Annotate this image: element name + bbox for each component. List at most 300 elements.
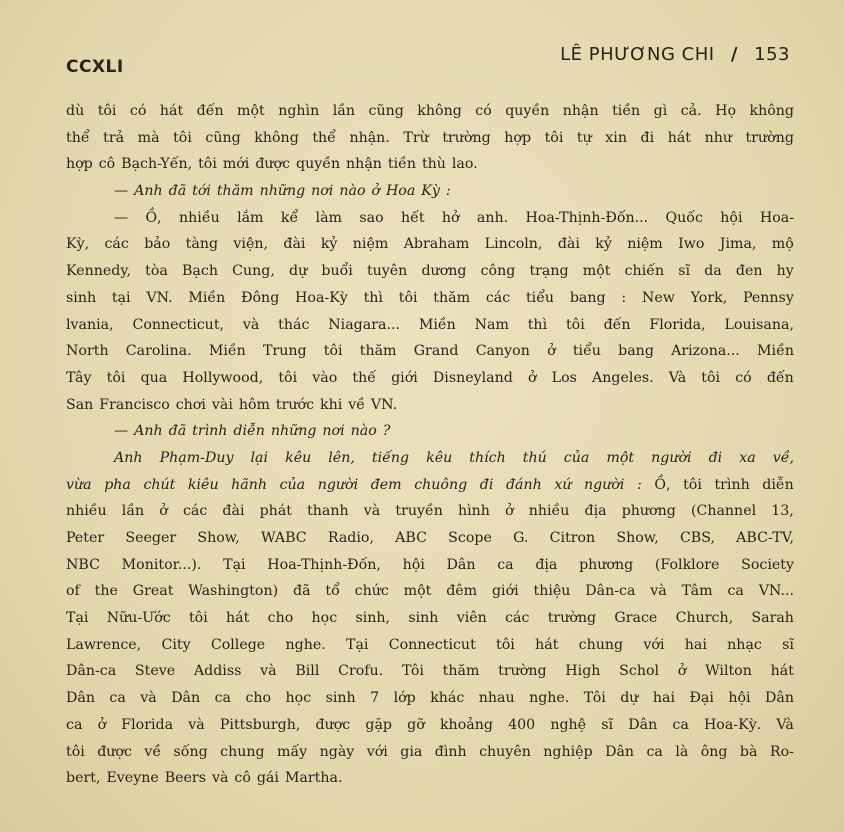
word: hát (159, 103, 184, 119)
text-line (66, 156, 794, 183)
chapter-number: CCXLI (66, 57, 124, 77)
word: (Folklore (654, 556, 720, 573)
word: cô (234, 770, 251, 787)
word: nhiều (528, 503, 570, 520)
word: lắm (237, 209, 264, 226)
word: Crofu. (338, 663, 384, 680)
word: về, (772, 449, 794, 466)
word: hội (720, 209, 743, 226)
word: lại (250, 449, 269, 466)
word: 400 (508, 716, 536, 733)
word: hát (226, 610, 250, 627)
word: diễn (233, 423, 265, 440)
word: hát (535, 636, 559, 653)
word: thanh (307, 503, 349, 520)
word: nào (350, 423, 377, 440)
word: Bạch-Yến, (121, 156, 193, 173)
word: những (270, 423, 317, 440)
word: tại (111, 289, 131, 306)
word: nghệ (550, 716, 587, 733)
word: Steve (134, 663, 176, 680)
word: Francisco (99, 396, 170, 413)
word: được (255, 156, 291, 173)
word: Dân-ca (66, 663, 117, 680)
text-line (66, 477, 794, 504)
word: Washington) (188, 583, 279, 600)
word: cũng (205, 129, 241, 146)
word: có (475, 103, 492, 119)
word: buổi (321, 263, 353, 280)
word: sinh, (355, 610, 391, 627)
word: thì (527, 316, 548, 333)
text-line (66, 690, 794, 717)
word: chơi (175, 396, 206, 413)
word: các (104, 236, 129, 253)
word: : (621, 289, 627, 306)
word: Bạch (182, 263, 218, 280)
word: tôi (683, 476, 702, 493)
word: Eveyne (106, 770, 159, 787)
word: gái (256, 770, 279, 787)
word: ABC-TV, (736, 530, 794, 546)
word: phát (259, 503, 292, 520)
word: giới (491, 583, 519, 600)
word: thể (66, 129, 90, 146)
word: Martha. (284, 770, 343, 787)
word: tôi (66, 743, 85, 760)
word: chuông (414, 476, 468, 493)
word: nhận (346, 156, 382, 173)
word: thú (522, 449, 547, 466)
word: xin (605, 129, 627, 146)
running-header (560, 44, 790, 65)
word: được (315, 716, 351, 733)
word: Florida (121, 716, 174, 733)
word: trường (442, 129, 491, 146)
word: Lawrence, (66, 636, 142, 653)
word: viện, (233, 236, 269, 253)
text-line (66, 397, 794, 424)
word: diễn (762, 476, 794, 493)
word: sinh (66, 289, 97, 306)
word: học (285, 690, 312, 707)
word: ca (109, 690, 126, 707)
word: quyền (295, 156, 341, 173)
word: Hoa- (759, 209, 794, 226)
word: tàng (185, 236, 219, 253)
word: : (637, 476, 642, 493)
word: các (182, 503, 208, 520)
word: Miền (208, 343, 246, 360)
word: tôi (188, 610, 208, 627)
word: không (749, 103, 794, 119)
word: có (735, 369, 752, 386)
word: hai (652, 690, 676, 707)
text-line (66, 236, 794, 263)
word: của (563, 449, 590, 466)
word: CBS, (679, 530, 715, 546)
word: York, (690, 289, 728, 306)
word: Show, (197, 530, 240, 546)
word: quyền (505, 103, 550, 119)
word: cả. (680, 103, 702, 119)
word: Seeger (125, 530, 177, 546)
word: kỷ (595, 236, 612, 253)
word: Hollywood, (182, 369, 264, 386)
word: ở (528, 369, 537, 386)
word: Bill (295, 663, 320, 680)
page-header (0, 40, 844, 76)
text-line (66, 263, 794, 290)
word: Church, (675, 610, 734, 627)
word: đem (370, 476, 402, 493)
page-body (66, 103, 794, 797)
word: về (348, 396, 365, 413)
word: người (651, 449, 692, 466)
word: VN... (758, 583, 794, 600)
word: thác (278, 316, 310, 333)
word: pha (104, 476, 131, 493)
word: phương (579, 556, 634, 573)
word: Lincoln, (484, 236, 543, 253)
word: nào (339, 183, 366, 200)
word: Grand (413, 343, 459, 360)
word: Dân (171, 690, 201, 707)
word: Trung (262, 343, 307, 360)
word: Ro- (769, 743, 794, 760)
word: hợp (66, 156, 93, 173)
word: một (606, 449, 635, 466)
word: và (188, 716, 205, 733)
word: hát (770, 663, 794, 680)
word: ngày (319, 743, 355, 760)
word: Beers (164, 770, 206, 787)
word: phương (621, 503, 676, 520)
word: nhạc (727, 636, 762, 653)
word: truyền (395, 503, 443, 520)
word: ở (505, 503, 514, 520)
word: chiến (624, 263, 665, 280)
word: ca (497, 556, 514, 573)
word: trình (192, 423, 228, 440)
word: tổ (325, 583, 340, 600)
word: bảo (144, 236, 171, 253)
word: Cung, (232, 263, 275, 280)
word: Hoa-Thịnh-Đốn, (267, 556, 381, 573)
word: tôi (398, 289, 418, 306)
word: VN. (370, 396, 398, 413)
text-line (66, 183, 794, 210)
word: tôi (565, 316, 585, 333)
word: tôi (106, 369, 126, 386)
word: lên, (328, 449, 355, 466)
word: ở (97, 716, 107, 733)
author-name: LÊ PHƯƠNG CHI (560, 44, 715, 65)
word: sao (359, 209, 384, 226)
word: : (445, 183, 451, 200)
word: địa (535, 556, 558, 573)
word: Ồ, (145, 209, 162, 226)
word: tôi (278, 369, 298, 386)
word: Trừ (403, 129, 429, 146)
word: sinh (408, 610, 439, 627)
word: kêu (426, 449, 453, 466)
word: Great (132, 583, 174, 600)
word: Wilton (705, 663, 752, 680)
word: người (584, 476, 625, 493)
word: học (311, 610, 338, 627)
word: hát (667, 129, 692, 146)
word: tôi (173, 129, 192, 146)
word: Citron (549, 530, 596, 546)
word: không (254, 129, 299, 146)
word: vừa (66, 476, 92, 493)
word: da (704, 263, 722, 280)
word: Los (551, 369, 577, 386)
word: of (66, 583, 80, 600)
word: tôi (496, 636, 515, 653)
word: hội (728, 690, 751, 707)
word: Dân (628, 716, 658, 733)
word: Kỳ, (66, 236, 90, 253)
word: anh. (476, 209, 509, 226)
text-line (66, 717, 794, 744)
word: nơi (322, 423, 345, 440)
word: chung (220, 743, 265, 760)
word: Dân (66, 690, 95, 707)
word: Louisana, (724, 316, 794, 333)
word: Iwo (678, 236, 705, 253)
word: hết (400, 209, 425, 226)
word: đi (479, 476, 494, 493)
word: Monitor...). (121, 556, 202, 573)
word: Kỳ (421, 183, 440, 200)
word: ABC (395, 530, 427, 546)
word: Dân (605, 743, 635, 760)
word: thế (352, 369, 376, 386)
word: Niagara... (328, 316, 400, 333)
word: Miền (418, 316, 456, 333)
word: Pennsy (742, 289, 794, 306)
word: trường (498, 663, 547, 680)
word: Carolina. (125, 343, 192, 360)
word: tôi (701, 369, 721, 386)
word: đã (168, 423, 187, 440)
word: Tâm (681, 583, 713, 600)
word: Và (776, 716, 794, 733)
word: Họ (715, 103, 737, 119)
word: đã (293, 583, 311, 600)
word: thăm (433, 289, 471, 306)
word: công (480, 263, 516, 280)
word: thù (421, 156, 446, 173)
word: một (582, 263, 611, 280)
word: chút (143, 476, 176, 493)
word: Canyon (475, 343, 530, 360)
word: ở (159, 503, 168, 520)
word: Connecticut, (132, 316, 225, 333)
text-line (66, 450, 794, 477)
word: Schol (619, 663, 660, 680)
word: thiệu (533, 583, 571, 600)
word: 7 (370, 690, 380, 707)
word: bà (739, 743, 758, 760)
word: nơi (311, 183, 334, 200)
word: Ồ, (654, 476, 671, 493)
word: hôm (238, 396, 270, 413)
word: đi (708, 449, 723, 466)
word: Miền (188, 289, 226, 306)
word: như (704, 129, 732, 146)
word: Grace (614, 610, 658, 627)
word: địa (584, 503, 607, 520)
word: tiền (612, 103, 641, 119)
word: xứ (554, 476, 572, 493)
word: dự (288, 263, 308, 280)
word: cho (267, 610, 294, 627)
word: xa (739, 449, 756, 466)
word: hai (684, 636, 707, 653)
word: và (260, 663, 277, 680)
word: Dân (765, 690, 794, 707)
word: thăm (442, 663, 480, 680)
word: khi (319, 396, 343, 413)
word: dù (66, 103, 85, 119)
word: mấy (277, 743, 308, 760)
word: tiếng (371, 449, 410, 466)
word: Jima, (719, 236, 757, 253)
text-line (66, 290, 794, 317)
word: Sarah (751, 610, 794, 627)
word: Hoa (385, 183, 416, 200)
word: College (210, 636, 266, 653)
word: Scope (448, 530, 492, 546)
word: Đông (241, 289, 280, 306)
word: Show, (616, 530, 659, 546)
word: niệm (352, 236, 389, 253)
word: Arizona... (671, 343, 740, 360)
word: Và (668, 369, 687, 386)
word: NBC (66, 556, 100, 573)
word: đến (603, 316, 631, 333)
word: Tại (346, 636, 369, 653)
word: the (94, 583, 118, 600)
word: sinh (325, 690, 356, 707)
word: City (161, 636, 191, 653)
word: nhận. (349, 129, 390, 146)
word: kiêu (187, 476, 219, 493)
word: North (66, 343, 109, 360)
word: đài (283, 236, 306, 253)
word: đến (196, 103, 224, 119)
word: gia (400, 743, 423, 760)
word: Florida, (649, 316, 706, 333)
text-line (66, 423, 794, 450)
word: tòa (145, 263, 168, 280)
word: tiền (387, 156, 416, 173)
page-number: 153 (754, 44, 790, 65)
word: hội (402, 556, 425, 573)
word: lvania, (66, 316, 114, 333)
word: dương (421, 263, 467, 280)
word: ca (66, 716, 83, 733)
word: Tại (66, 610, 89, 627)
word: Tại (223, 556, 246, 573)
word: một (403, 583, 432, 600)
word: và (650, 583, 667, 600)
word: ở (677, 663, 687, 680)
word: kỷ (320, 236, 338, 253)
word: trước (275, 396, 315, 413)
word: tiểu (525, 289, 555, 306)
word: một (237, 103, 265, 119)
word: Anh (134, 423, 163, 440)
text-line (66, 530, 794, 557)
word: và (140, 690, 157, 707)
word: không (417, 103, 462, 119)
word: các (485, 289, 511, 306)
text-line (66, 317, 794, 344)
word: Hoa-Kỳ (295, 289, 348, 306)
word: sĩ (601, 716, 614, 733)
header-separator: / (730, 44, 738, 65)
word: ca (672, 716, 689, 733)
word: — (114, 183, 129, 200)
word: vào (312, 369, 338, 386)
word: ca (646, 743, 663, 760)
text-line (66, 103, 794, 130)
word: chuyên (479, 743, 531, 760)
word: lần (121, 503, 145, 520)
word: tôi (198, 156, 217, 173)
word: — (114, 423, 129, 440)
word: các (505, 610, 530, 627)
word: đến (766, 369, 794, 386)
word: là (675, 743, 689, 760)
word: Addiss (193, 663, 242, 680)
word: trình (714, 476, 750, 493)
word: — (114, 209, 129, 226)
word: mới (222, 156, 250, 173)
word: mà (137, 129, 160, 146)
text-line (66, 130, 794, 157)
word: nhiều (66, 503, 107, 520)
text-line (66, 637, 794, 664)
word: sống (173, 743, 208, 760)
word: ca (214, 690, 232, 707)
word: Anh (134, 183, 163, 200)
word: Kennedy, (66, 263, 132, 280)
word: thăm (359, 343, 397, 360)
text-line (66, 557, 794, 584)
word: với (366, 743, 388, 760)
word: bert, (66, 770, 101, 787)
word: Hoa-Thịnh-Đốn... (525, 209, 649, 226)
word: tự (576, 129, 592, 146)
word: kêu (285, 449, 312, 466)
text-line (66, 210, 794, 237)
word: về (144, 743, 162, 760)
word: Abraham (403, 236, 470, 253)
word: Connecticut (388, 636, 476, 653)
word: của (279, 476, 306, 493)
word: giới (391, 369, 418, 386)
word: nhận (562, 103, 599, 119)
word: gỡ (407, 716, 425, 733)
word: cũng (368, 103, 404, 119)
text-line (66, 663, 794, 690)
word: High (565, 663, 601, 680)
